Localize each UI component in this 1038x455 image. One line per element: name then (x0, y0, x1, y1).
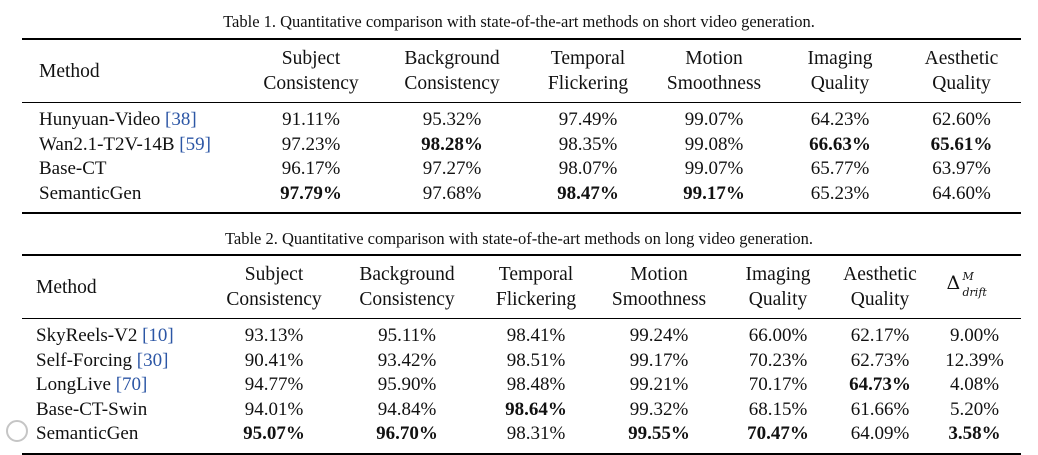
table-row (22, 349, 1021, 374)
citation-link[interactable]: [59] (179, 133, 211, 155)
watermark-logo-icon (6, 420, 28, 442)
table-cell: 95.11% (378, 325, 436, 346)
method-name: Base-CT-Swin (36, 398, 148, 420)
table1-header-imaging-quality: Imaging Quality (778, 39, 902, 103)
table-cell: 99.21% (629, 374, 689, 395)
table-row (22, 103, 1021, 133)
table-cell: 62.17% (850, 325, 910, 346)
method-name: Base-CT (39, 158, 107, 179)
table-cell: 99.24% (629, 325, 689, 346)
method-name: Hunyuan-Video [38] (39, 109, 197, 130)
table1 (22, 38, 1021, 214)
table2-header-subject-consistency: Subject Consistency (212, 255, 336, 319)
table-cell: 68.15% (748, 398, 808, 420)
table-cell: 62.60% (932, 109, 991, 130)
table2-header-temporal-flickering: Temporal Flickering (478, 255, 594, 319)
citation-link[interactable]: [38] (165, 109, 197, 130)
method-name: LongLive [70] (36, 374, 148, 395)
drift-symbol: Δ M drift (946, 270, 987, 299)
table1-header-background-consistency: Background Consistency (378, 39, 526, 103)
table-cell: 98.48% (506, 374, 566, 395)
method-name: SkyReels-V2 [10] (36, 325, 174, 346)
table-cell: 98.28% (421, 133, 483, 155)
table1-header-motion-smoothness: Motion Smoothness (650, 39, 778, 103)
table-cell: 90.41% (244, 349, 304, 371)
table-cell: 99.17% (629, 349, 689, 371)
table2-header-method: Method (22, 255, 212, 319)
method-name: Wan2.1-T2V-14B [59] (39, 133, 211, 155)
table2-body (22, 319, 1021, 454)
method-name: Self-Forcing [30] (36, 349, 169, 371)
table-cell: 99.07% (684, 109, 744, 130)
table-cell: 93.42% (377, 349, 437, 371)
table-cell: 9.00% (949, 325, 1000, 346)
table-cell: 64.09% (832, 422, 928, 454)
method-name: SemanticGen (22, 182, 244, 214)
table1-header-subject-consistency: Subject Consistency (244, 39, 378, 103)
table-cell: 98.07% (558, 158, 618, 179)
table-cell: 94.77% (244, 374, 304, 395)
table1-header-temporal-flickering: Temporal Flickering (526, 39, 650, 103)
table-cell: 96.70% (336, 422, 478, 454)
table-cell: 4.08% (949, 374, 1000, 395)
table-cell: 98.41% (506, 325, 566, 346)
table1-header-row (22, 39, 1021, 103)
table-cell: 95.07% (212, 422, 336, 454)
table-cell: 99.17% (650, 182, 778, 214)
table-cell: 97.68% (378, 182, 526, 214)
table-cell: 98.31% (478, 422, 594, 454)
table-cell: 65.61% (930, 133, 993, 155)
table-cell: 63.97% (932, 158, 991, 179)
table-cell: 70.17% (748, 374, 808, 395)
table-row (22, 373, 1021, 398)
table2 (22, 254, 1021, 455)
table-cell: 98.51% (506, 349, 566, 371)
table1-header-aesthetic-quality: Aesthetic Quality (902, 39, 1021, 103)
table-cell: 93.13% (244, 325, 304, 346)
table-cell: 96.17% (281, 158, 341, 179)
table-cell: 98.64% (505, 398, 567, 420)
table1-header-method: Method (22, 39, 244, 103)
table-row (22, 133, 1021, 158)
citation-link[interactable]: [70] (115, 374, 148, 395)
table1-body (22, 103, 1021, 214)
table-row (22, 319, 1021, 349)
table-cell: 62.73% (850, 349, 910, 371)
table-cell: 91.11% (282, 109, 340, 130)
table-cell: 98.47% (526, 182, 650, 214)
table-cell: 97.27% (422, 158, 482, 179)
table-row (22, 398, 1021, 423)
table-cell: 5.20% (949, 398, 1000, 420)
table2-header-imaging-quality: Imaging Quality (724, 255, 832, 319)
table-cell: 95.90% (377, 374, 437, 395)
table-cell: 66.63% (809, 133, 871, 155)
table-cell: 64.60% (902, 182, 1021, 214)
table-cell: 3.58% (928, 422, 1021, 454)
table-cell: 65.23% (778, 182, 902, 214)
method-name: SemanticGen (22, 422, 212, 454)
table-cell: 97.79% (244, 182, 378, 214)
table-row (22, 422, 1021, 454)
table-row (22, 182, 1021, 214)
table2-header-row (22, 255, 1021, 319)
table-cell: 98.35% (558, 133, 618, 155)
table-cell: 94.84% (377, 398, 437, 420)
table-cell: 99.08% (684, 133, 744, 155)
table2-caption: Table 2. Quantitative comparison with state-of-the-art methods on long video generation. (224, 229, 814, 248)
table-cell: 97.49% (558, 109, 618, 130)
table-cell: 66.00% (748, 325, 808, 346)
citation-link[interactable]: [30] (136, 349, 169, 371)
table-row (22, 157, 1021, 182)
table-cell: 70.47% (724, 422, 832, 454)
watermark (6, 420, 136, 448)
table-cell: 65.77% (810, 158, 870, 179)
table-cell: 99.55% (594, 422, 724, 454)
table1-caption: Table 1. Quantitative comparison with state-of-the-art methods on short video generation. (223, 12, 815, 31)
table-cell: 64.73% (849, 374, 911, 395)
table-cell: 97.23% (281, 133, 341, 155)
table2-header-background-consistency: Background Consistency (336, 255, 478, 319)
table-cell: 64.23% (810, 109, 870, 130)
table-cell: 94.01% (244, 398, 304, 420)
table-cell: 95.32% (422, 109, 482, 130)
table-cell: 61.66% (850, 398, 910, 420)
citation-link[interactable]: [10] (142, 325, 174, 346)
table2-header-drift (928, 255, 1021, 319)
table-cell: 12.39% (945, 349, 1004, 371)
table-cell: 99.32% (629, 398, 689, 420)
table2-header-motion-smoothness: Motion Smoothness (594, 255, 724, 319)
table-cell: 99.07% (684, 158, 744, 179)
table2-header-aesthetic-quality: Aesthetic Quality (832, 255, 928, 319)
table-cell: 70.23% (748, 349, 808, 371)
